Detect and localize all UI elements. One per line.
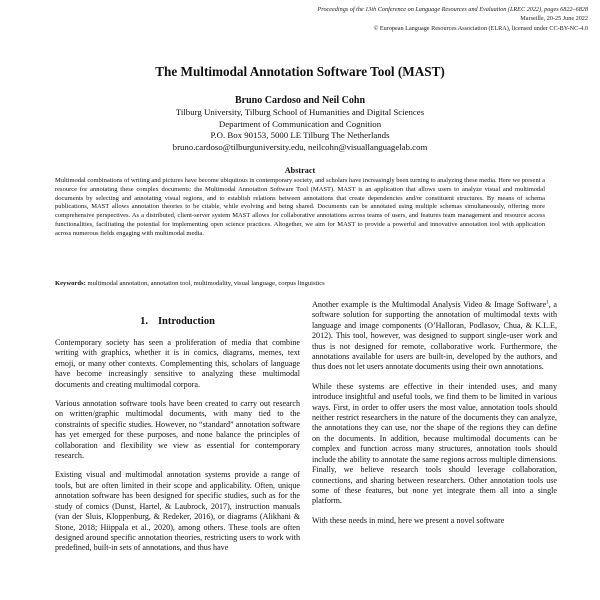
section-title: Introduction xyxy=(157,316,215,327)
header-line-license: © European Language Resources Association (ELRA), licensed under CC-BY-NC-4.0 xyxy=(373,24,588,32)
right-paragraph-1 xyxy=(312,300,557,373)
keywords-label: Keywords: xyxy=(55,280,86,287)
paper-title: The Multimodal Annotation Software Tool (MAST) xyxy=(155,64,445,79)
keywords-text: multimodal annotation, annotation tool, multimodality, visual language, corpus linguistics xyxy=(87,280,325,287)
author-names: Bruno Cardoso and Neil Cohn xyxy=(234,95,366,106)
right-paragraph-3: With these needs in mind, here we present a novel software xyxy=(312,515,505,525)
right-paragraph-1-start: Another example is the Multimodal Analysis Video & Image Software xyxy=(312,300,547,309)
author-emails: bruno.cardoso@tilburguniversity.edu, neilcohn@visuallanguagelab.com xyxy=(172,141,428,152)
section-heading-introduction xyxy=(55,316,300,328)
author-affiliation-university: Tilburg University, Tilburg School of Humanities and Digital Sciences xyxy=(175,107,425,117)
right-column xyxy=(312,300,557,535)
intro-paragraph-1: Contemporary society has seen a proliferation of media that combine writing with graphics, whether it is in comics, diagrams, memes, text emoji, or many other contexts. Complementing this, scholars of language have become increasingly sensitive to analyzing these multimodal documents and creating multimodal corpora. xyxy=(55,338,300,389)
footnote-marker: 1 xyxy=(546,300,549,306)
left-column xyxy=(55,300,300,563)
intro-paragraph-3: Existing visual and multimodal annotation systems provide a range of tools, but are often limited in their scope and applicability. Often, unique annotation software has been designed for specific studies, such as for the study of comics (Dunst, Hartel, & Laubrock, 2017), instruction manuals (van der Sluis, Kloppenburg, & Redeker, 2016), or diagrams (Alikhani & Stone, 2018; Hiippala et al., 2020), among others. These tools are often designed around specific annotation theories, restricting users to work with predefined, built-in sets of annotations, and thus have xyxy=(55,470,300,553)
keywords xyxy=(55,279,545,288)
intro-paragraph-2: Various annotation software tools have been created to carry out research on written/graphic multimodal documents, with many tied to the constraints of specific studies. However, no “standard” annotation software has yet emerged for these purposes, and none balance the principles of collaboration and flexibility we view as essential for contemporary research. xyxy=(55,399,300,461)
section-number: 1. xyxy=(140,316,148,327)
abstract-heading: Abstract xyxy=(284,166,316,175)
abstract-text: Multimodal combinations of writing and pictures have become ubiquitous in contemporary society, and scholars have increasingly been turning to analyzing these media. Here we present a resource for annotating these complex documents: the Multimodal Annotation Software Tool (MAST). MAST is an application that allows users to analyze visual and multimodal documents by selecting and annotating visual regions, and to establish relations between annotations that create dependencies and/or constituent structures. By means of schema publications, MAST allows annotation theories to be citable, while evolving and being shared. Documents can be annotated using multiple schemas simultaneously, offering more comprehensive perspectives. As a distributed, client-server system MAST allows for collaborative annotations across teams of users, and features team management and resource access functionalities, facilitating the potential for implementing open science practices. Altogether, we aim for MAST to provide a powerful and innovative annotation tool with application across numerous fields engaging with multimodal media. xyxy=(55,177,546,237)
header-line-proceedings: Proceedings of the 13th Conference on Language Resources and Evaluation (LREC 2022), pages 6822–6828 xyxy=(317,6,588,13)
author-affiliation-department: Department of Communication and Cognition xyxy=(218,118,382,129)
right-paragraph-1-rest: , a software solution for supporting the annotation of multimodal texts with language and image components (O’Halloran, Podlasov, Chua, & K.L.E, 2012). This tool, however, was designed to support single-user work and thus is not designed for remote, collaborative work. Furthermore, the annotations available for users are built-in, developed by the authors, and thus does not let users annotate documents using their own annotations. xyxy=(312,300,558,372)
right-paragraph-2: While these systems are effective in their intended uses, and many introduce insightful and useful tools, we find them to be limited in various ways. First, in order to offer users the most value, annotation tools should neither restrict researchers in the nature of the documents they can analyze, the annotations they can use, nor the shape of the regions they can define on the documents. In addition, because multimodal documents can be complex and function across many structures, annotation tools should include the ability to annotate the same regions across multiple dimensions. Finally, we believe research tools should leverage collaboration, connections, and sharing between researchers. Other annotation tools use some of these features, but none yet integrate them all into a single platform. xyxy=(312,381,557,506)
proceedings-header xyxy=(258,5,588,33)
author-block xyxy=(0,94,600,153)
header-line-location: Marseille, 20-25 June 2022 xyxy=(520,15,588,23)
author-address: P.O. Box 90153, 5000 LE Tilburg The Netherlands xyxy=(210,130,390,140)
